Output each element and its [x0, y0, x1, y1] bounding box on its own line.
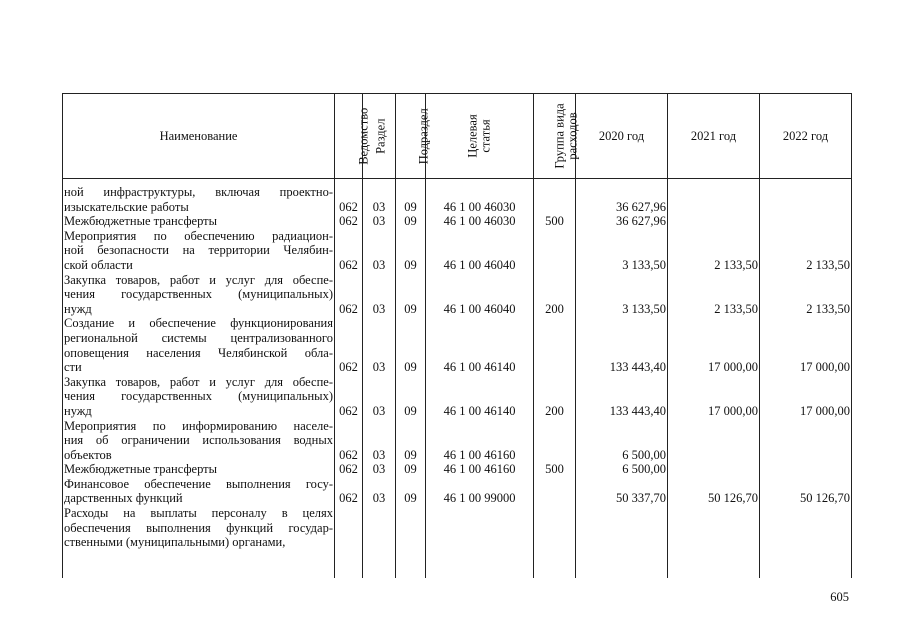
cell-spacer	[396, 185, 425, 200]
cell-spacer	[576, 521, 667, 536]
cell-spacer	[335, 389, 362, 404]
cell-y2020: 50 337,70	[616, 491, 666, 506]
row-name-line: чения государственных (муниципальных)	[64, 389, 333, 404]
cell-spacer	[534, 287, 575, 302]
cell-spacer	[576, 477, 667, 492]
header-expense-group: Группа вида расходов	[534, 94, 576, 179]
cell-spacer	[760, 506, 851, 521]
cell-y2022: 50 126,70	[800, 491, 850, 506]
cell-spacer	[668, 389, 759, 404]
cell-cs: 46 1 00 99000	[443, 491, 516, 506]
cell-y2020: 6 500,00	[622, 462, 666, 477]
cell-spacer	[396, 375, 425, 390]
cell-spacer	[363, 316, 395, 331]
cell-razd: 03	[372, 447, 386, 462]
cell-y2022	[760, 200, 851, 215]
cell-spacer	[396, 521, 425, 536]
cell-spacer	[396, 419, 425, 434]
cell-spacer	[576, 185, 667, 200]
cell-spacer	[760, 521, 851, 536]
cell-spacer	[335, 346, 362, 361]
cell-spacer	[668, 273, 759, 288]
row-name-line: Межбюджетные трансферты	[64, 214, 218, 229]
page-number: 605	[830, 590, 849, 604]
cell-spacer	[534, 243, 575, 258]
cell-spacer	[335, 331, 362, 346]
row-name-line: ния об ограничении использования водных	[64, 433, 333, 448]
cell-y2022	[760, 214, 851, 229]
cell-spacer	[576, 287, 667, 302]
cell-spacer	[426, 243, 533, 258]
col-podrazdel	[396, 179, 426, 579]
cell-spacer	[426, 316, 533, 331]
cell-y2021: 17 000,00	[708, 403, 758, 418]
cell-spacer	[363, 243, 395, 258]
cell-y2020: 133 443,40	[609, 360, 666, 375]
cell-cs: 46 1 00 46040	[443, 301, 516, 316]
col-vedomstvo	[335, 179, 363, 579]
cell-spacer	[534, 521, 575, 536]
col-razdel	[363, 179, 396, 579]
cell-spacer	[426, 419, 533, 434]
cell-spacer	[363, 273, 395, 288]
cell-spacer	[396, 346, 425, 361]
cell-ved: 062	[339, 214, 358, 229]
cell-y2021	[668, 214, 759, 229]
cell-spacer	[335, 433, 362, 448]
cell-podr: 09	[404, 301, 417, 316]
cell-razd: 03	[372, 491, 386, 506]
header-2021: 2021 год	[668, 94, 760, 179]
cell-ved: 062	[339, 360, 358, 375]
row-name-line: сти	[64, 360, 82, 375]
cell-y2022	[760, 462, 851, 477]
header-2020: 2020 год	[576, 94, 668, 179]
cell-cs: 46 1 00 46160	[443, 447, 516, 462]
row-name-line: ной безопасности на территории Челябин-	[64, 243, 333, 258]
cell-y2021: 2 133,50	[714, 257, 758, 272]
cell-podr: 09	[404, 360, 417, 375]
cell-spacer	[396, 316, 425, 331]
cell-y2021	[668, 200, 759, 215]
cell-vr	[534, 535, 575, 550]
cell-spacer	[363, 185, 395, 200]
header-razdel: Раздел	[363, 94, 396, 179]
col-target-article	[426, 179, 534, 579]
cell-spacer	[363, 506, 395, 521]
cell-y2022: 17 000,00	[800, 360, 850, 375]
cell-spacer	[668, 185, 759, 200]
cell-ved	[335, 535, 362, 550]
cell-spacer	[335, 229, 362, 244]
cell-spacer	[576, 375, 667, 390]
cell-spacer	[534, 506, 575, 521]
cell-podr: 09	[404, 447, 417, 462]
cell-ved: 062	[339, 199, 358, 214]
cell-spacer	[576, 419, 667, 434]
cell-ved: 062	[339, 257, 358, 272]
cell-spacer	[668, 331, 759, 346]
cell-spacer	[668, 229, 759, 244]
cell-spacer	[668, 316, 759, 331]
cell-spacer	[576, 331, 667, 346]
row-name-line: ной инфраструктуры, включая проектно-	[64, 185, 333, 199]
cell-razd: 03	[372, 301, 386, 316]
cell-spacer	[668, 419, 759, 434]
cell-y2020: 36 627,96	[616, 214, 666, 229]
cell-y2021: 17 000,00	[708, 360, 758, 375]
row-name-line: изыскательские работы	[64, 199, 189, 214]
cell-spacer	[668, 506, 759, 521]
cell-spacer	[426, 185, 533, 200]
cell-spacer	[363, 346, 395, 361]
cell-cs: 46 1 00 46030	[443, 214, 516, 229]
cell-spacer	[534, 433, 575, 448]
cell-y2021: 50 126,70	[708, 491, 758, 506]
cell-spacer	[396, 331, 425, 346]
col-name	[63, 179, 335, 579]
cell-y2020: 133 443,40	[609, 403, 666, 418]
cell-spacer	[760, 316, 851, 331]
cell-y2022: 17 000,00	[800, 403, 850, 418]
cell-spacer	[534, 331, 575, 346]
cell-spacer	[668, 375, 759, 390]
cell-spacer	[668, 521, 759, 536]
cell-spacer	[363, 419, 395, 434]
cell-y2020	[576, 535, 667, 550]
cell-spacer	[396, 243, 425, 258]
cell-ved: 062	[339, 403, 358, 418]
cell-ved: 062	[339, 491, 358, 506]
cell-spacer	[363, 331, 395, 346]
row-name-line: региональной системы централизованного	[64, 330, 333, 345]
cell-spacer	[426, 506, 533, 521]
cell-spacer	[335, 287, 362, 302]
header-name: Наименование	[63, 94, 335, 179]
cell-spacer	[534, 346, 575, 361]
cell-spacer	[396, 477, 425, 492]
cell-razd: 03	[372, 214, 386, 229]
cell-razd: 03	[372, 360, 386, 375]
row-name-line: Создание и обеспечение функционирования	[64, 316, 333, 331]
cell-podr: 09	[404, 403, 417, 418]
cell-spacer	[335, 273, 362, 288]
budget-table	[62, 93, 852, 578]
row-name-line: Закупка товаров, работ и услуг для обеспе-	[64, 272, 333, 287]
cell-razd: 03	[372, 403, 386, 418]
cell-y2022: 2 133,50	[806, 301, 850, 316]
cell-cs: 46 1 00 46140	[443, 360, 516, 375]
cell-vr: 500	[545, 214, 564, 229]
cell-razd: 03	[372, 257, 386, 272]
cell-spacer	[335, 506, 362, 521]
cell-spacer	[335, 185, 362, 200]
col-2022	[760, 179, 852, 579]
cell-vr	[534, 360, 575, 375]
cell-y2020: 3 133,50	[622, 257, 666, 272]
row-name-line: чения государственных (муниципальных)	[64, 287, 333, 302]
cell-spacer	[426, 433, 533, 448]
cell-spacer	[576, 229, 667, 244]
cell-spacer	[576, 243, 667, 258]
cell-y2022	[760, 535, 851, 550]
cell-spacer	[576, 389, 667, 404]
cell-podr: 09	[404, 257, 417, 272]
cell-spacer	[576, 433, 667, 448]
cell-spacer	[426, 331, 533, 346]
cell-spacer	[335, 243, 362, 258]
cell-spacer	[534, 477, 575, 492]
cell-spacer	[760, 375, 851, 390]
row-name-line: Мероприятия по информированию населе-	[64, 418, 333, 433]
cell-podr: 09	[404, 214, 417, 229]
row-name-line: ственными (муниципальными) органами,	[64, 535, 286, 550]
cell-spacer	[668, 243, 759, 258]
cell-spacer	[396, 229, 425, 244]
cell-y2021	[668, 448, 759, 463]
cell-spacer	[534, 419, 575, 434]
row-name-line: Закупка товаров, работ и услуг для обеспе-	[64, 374, 333, 389]
cell-spacer	[534, 316, 575, 331]
cell-spacer	[363, 375, 395, 390]
cell-spacer	[760, 389, 851, 404]
cell-spacer	[363, 389, 395, 404]
cell-vr: 500	[545, 462, 564, 477]
cell-spacer	[668, 346, 759, 361]
cell-spacer	[426, 389, 533, 404]
cell-vr	[534, 448, 575, 463]
row-name-line: Мероприятия по обеспечению радиацион-	[64, 228, 333, 243]
header-target-article: Целевая статья	[426, 94, 534, 179]
cell-y2021	[668, 462, 759, 477]
cell-y2022	[760, 448, 851, 463]
cell-y2021	[668, 535, 759, 550]
cell-spacer	[335, 375, 362, 390]
cell-cs: 46 1 00 46030	[443, 199, 516, 214]
cell-ved: 062	[339, 462, 358, 477]
cell-razd: 03	[372, 199, 386, 214]
cell-vr	[534, 200, 575, 215]
cell-spacer	[426, 346, 533, 361]
cell-spacer	[396, 433, 425, 448]
col-2021	[668, 179, 760, 579]
cell-spacer	[668, 287, 759, 302]
cell-spacer	[396, 273, 425, 288]
cell-spacer	[363, 229, 395, 244]
row-name-line: Финансовое обеспечение выполнения госу-	[64, 476, 333, 491]
cell-y2022: 2 133,50	[806, 257, 850, 272]
cell-spacer	[426, 521, 533, 536]
cell-spacer	[760, 273, 851, 288]
cell-podr: 09	[404, 462, 417, 477]
row-name-line: нужд	[64, 403, 92, 418]
cell-spacer	[363, 477, 395, 492]
cell-cs: 46 1 00 46040	[443, 257, 516, 272]
cell-spacer	[335, 521, 362, 536]
cell-y2020: 3 133,50	[622, 301, 666, 316]
cell-podr: 09	[404, 491, 417, 506]
cell-spacer	[760, 331, 851, 346]
row-name-line: Межбюджетные трансферты	[64, 462, 218, 477]
cell-spacer	[363, 521, 395, 536]
cell-vr: 200	[545, 301, 564, 316]
cell-spacer	[760, 433, 851, 448]
cell-spacer	[426, 477, 533, 492]
cell-spacer	[426, 287, 533, 302]
cell-razd: 03	[372, 462, 386, 477]
row-name-line: Расходы на выплаты персоналу в целях	[64, 506, 333, 521]
cell-ved: 062	[339, 301, 358, 316]
cell-spacer	[534, 229, 575, 244]
cell-spacer	[363, 287, 395, 302]
cell-spacer	[534, 273, 575, 288]
cell-vr	[534, 491, 575, 506]
row-name-line: обеспечения выполнения функций государ-	[64, 520, 333, 535]
cell-spacer	[760, 419, 851, 434]
cell-spacer	[576, 506, 667, 521]
cell-spacer	[760, 346, 851, 361]
cell-vr	[534, 258, 575, 273]
cell-spacer	[534, 389, 575, 404]
cell-spacer	[576, 273, 667, 288]
cell-spacer	[760, 185, 851, 200]
row-name-line: оповещения населения Челябинской обла-	[64, 345, 333, 360]
cell-spacer	[426, 375, 533, 390]
cell-vr: 200	[545, 403, 564, 418]
cell-spacer	[335, 316, 362, 331]
cell-spacer	[396, 389, 425, 404]
cell-spacer	[335, 419, 362, 434]
cell-spacer	[534, 375, 575, 390]
cell-podr: 09	[404, 199, 417, 214]
cell-spacer	[576, 316, 667, 331]
col-2020	[576, 179, 668, 579]
cell-spacer	[668, 433, 759, 448]
cell-spacer	[426, 273, 533, 288]
cell-spacer	[426, 229, 533, 244]
row-name-line: ской области	[64, 257, 133, 272]
col-expense-group	[534, 179, 576, 579]
header-vedomstvo: Ведомство	[335, 94, 363, 179]
cell-y2020: 6 500,00	[622, 447, 666, 462]
cell-spacer	[760, 243, 851, 258]
row-name-line: дарственных функций	[64, 491, 183, 506]
cell-cs: 46 1 00 46160	[443, 462, 516, 477]
cell-y2020: 36 627,96	[616, 199, 666, 214]
cell-spacer	[760, 287, 851, 302]
cell-razd	[363, 535, 395, 550]
row-name-line: нужд	[64, 301, 92, 316]
cell-spacer	[760, 229, 851, 244]
cell-spacer	[534, 185, 575, 200]
cell-cs	[426, 535, 533, 550]
row-name-line: объектов	[64, 447, 112, 462]
cell-spacer	[335, 477, 362, 492]
cell-spacer	[668, 477, 759, 492]
cell-ved: 062	[339, 447, 358, 462]
cell-spacer	[576, 346, 667, 361]
cell-y2021: 2 133,50	[714, 301, 758, 316]
cell-spacer	[363, 433, 395, 448]
cell-spacer	[396, 287, 425, 302]
cell-cs: 46 1 00 46140	[443, 403, 516, 418]
cell-spacer	[760, 477, 851, 492]
header-2022: 2022 год	[760, 94, 852, 179]
header-podrazdel: Подраздел	[396, 94, 426, 179]
cell-spacer	[396, 506, 425, 521]
cell-podr	[396, 535, 425, 550]
